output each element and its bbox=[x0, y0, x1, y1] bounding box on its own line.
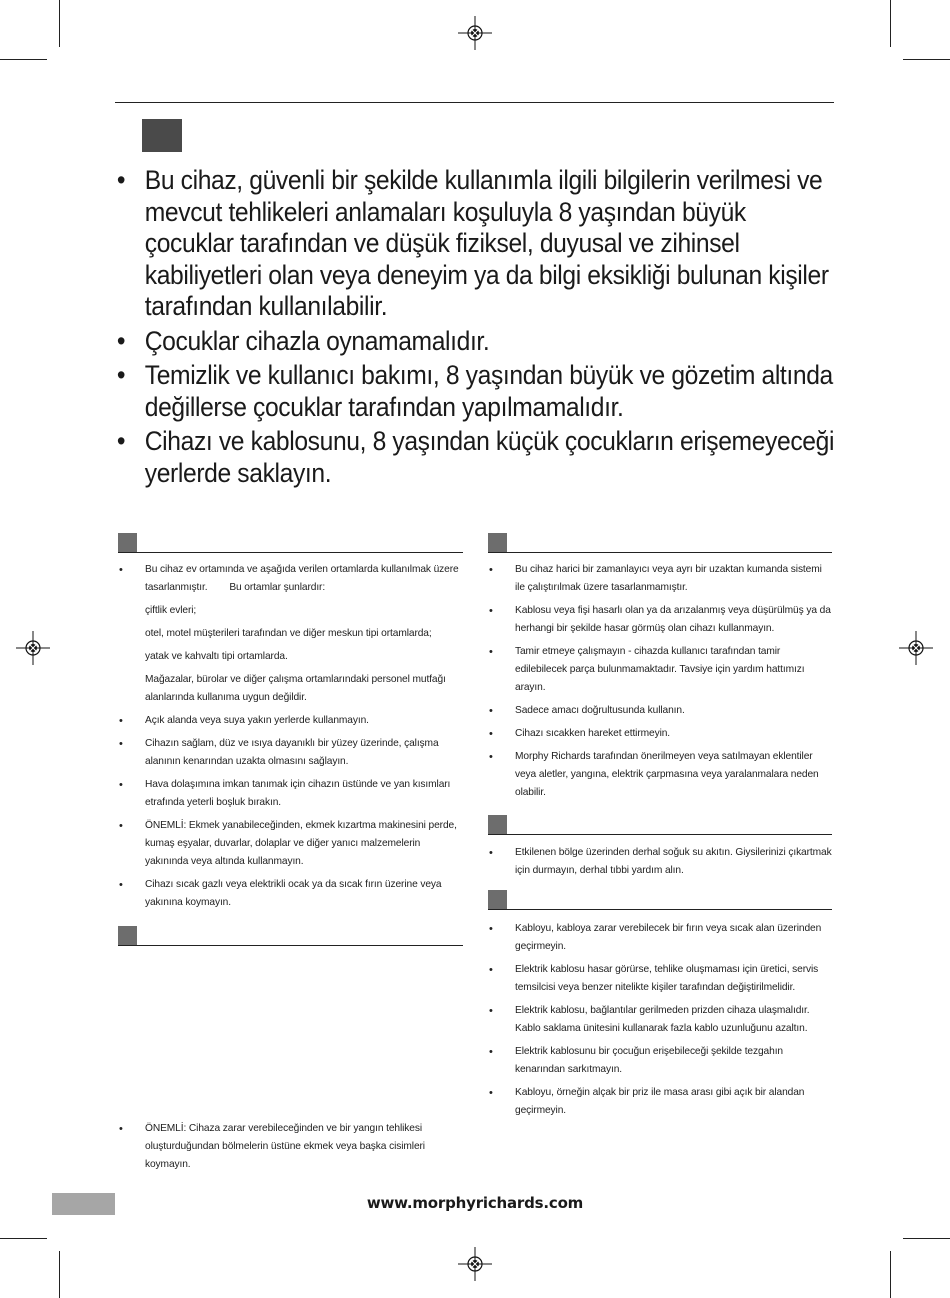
list-item bbox=[118, 671, 463, 707]
crop-mark bbox=[890, 1251, 891, 1298]
registration-mark-icon bbox=[458, 16, 492, 50]
list-item-text: ÖNEMLİ: Ekmek yanabileceğinden, ekmek kızartma makinesini perde, kumaş eşyalar, duvarlar, dolaplar ve diğer yanıcı malzemelerin yakınında veya altında kullanmayın. bbox=[145, 820, 457, 867]
list-item-text: Bu cihaz ev ortamında ve aşağıda verilen ortamlarda kullanılmak üzere tasarlanmıştır. Bu ortamlar şunlardır: bbox=[145, 564, 462, 593]
list-item bbox=[118, 876, 463, 912]
bullet-icon: • bbox=[489, 564, 493, 576]
section-marker bbox=[118, 926, 137, 946]
list-item bbox=[488, 1043, 832, 1079]
bullet-icon: • bbox=[116, 360, 126, 390]
section-header-right-2 bbox=[488, 815, 832, 835]
section-rule bbox=[118, 552, 463, 554]
header-rule bbox=[115, 102, 834, 103]
list-item bbox=[488, 702, 832, 720]
intro-bullet bbox=[115, 326, 836, 358]
list-item bbox=[488, 748, 832, 802]
list-item-text: Açık alanda veya suya yakın yerlerde kullanmayın. bbox=[145, 715, 369, 726]
intro-bullet bbox=[115, 426, 836, 489]
bullet-icon: • bbox=[119, 820, 123, 832]
bullet-icon: • bbox=[489, 646, 493, 658]
list-item-text: Morphy Richards tarafından önerilmeyen veya satılmayan eklentiler veya aletler, yangına, elektrik çarpmasına veya yaralanmalara neden olabilir. bbox=[515, 751, 819, 798]
section-marker bbox=[488, 533, 507, 553]
list-item bbox=[118, 602, 463, 620]
list-item bbox=[488, 643, 832, 697]
intro-bullet bbox=[115, 165, 836, 323]
bullet-icon: • bbox=[489, 728, 493, 740]
list-item-text: Cihazın sağlam, düz ve ısıya dayanıklı bir yüzey üzerinde, çalışma alanının kenarından uzakta olmasını sağlayın. bbox=[145, 738, 439, 767]
bullet-icon: • bbox=[489, 751, 493, 763]
list-item-text: Mağazalar, bürolar ve diğer çalışma ortamlarındaki personel mutfağı alanlarında kullanıma uygun değildir. bbox=[145, 674, 446, 703]
list-item bbox=[118, 1120, 463, 1174]
bullet-icon: • bbox=[489, 964, 493, 976]
list-item bbox=[488, 1084, 832, 1120]
section-header-right-3 bbox=[488, 890, 832, 910]
section-rule bbox=[488, 909, 832, 911]
bullet-icon: • bbox=[489, 605, 493, 617]
registration-mark-icon bbox=[16, 631, 50, 665]
list-item-text: Tamir etmeye çalışmayın - cihazda kullanıcı tarafından tamir edilebilecek parça bulunmamaktadır. Tavsiye için yardım hattımızı arayın. bbox=[515, 646, 805, 693]
footer-website: www.morphyrichards.com bbox=[366, 1194, 584, 1212]
bullet-icon: • bbox=[489, 923, 493, 935]
list-item bbox=[118, 648, 463, 666]
section-marker bbox=[118, 533, 137, 553]
section-header-right-1 bbox=[488, 533, 832, 553]
section-header-left-1 bbox=[118, 533, 463, 553]
list-item-text: Cihazı sıcakken hareket ettirmeyin. bbox=[515, 728, 671, 739]
right-section-1-list bbox=[488, 561, 832, 807]
bullet-icon: • bbox=[489, 847, 493, 859]
list-item-text: Kablosu veya fişi hasarlı olan ya da arızalanmış veya düşürülmüş ya da herhangi bir şekilde hasar görmüş olan cihazı kullanmayın. bbox=[515, 605, 831, 634]
intro-bullet-list bbox=[115, 165, 836, 492]
list-item-text: yatak ve kahvaltı tipi ortamlarda. bbox=[145, 651, 288, 662]
bullet-icon: • bbox=[489, 1046, 493, 1058]
right-section-2-list bbox=[488, 844, 832, 885]
intro-bullet-text: Cihazı ve kablosunu, 8 yaşından küçük çocukların erişemeyeceği yerlerde saklayın. bbox=[144, 426, 835, 488]
crop-mark bbox=[903, 59, 950, 60]
list-item bbox=[488, 844, 832, 880]
section-header-left-2 bbox=[118, 926, 463, 946]
list-item bbox=[118, 625, 463, 643]
list-item bbox=[488, 1002, 832, 1038]
left-section-1-list bbox=[118, 561, 463, 917]
section-rule bbox=[488, 552, 832, 554]
list-item bbox=[488, 602, 832, 638]
list-item bbox=[488, 920, 832, 956]
list-item-text: Sadece amacı doğrultusunda kullanın. bbox=[515, 705, 685, 716]
list-item-text: Kabloyu, örneğin alçak bir priz ile masa arası gibi açık bir alandan geçirmeyin. bbox=[515, 1087, 805, 1116]
section-marker bbox=[488, 890, 507, 910]
list-item-text: Kabloyu, kabloya zarar verebilecek bir fırın veya sıcak alan üzerinden geçirmeyin. bbox=[515, 923, 822, 952]
list-item-text: otel, motel müşterileri tarafından ve diğer meskun tipi ortamlarda; bbox=[145, 628, 432, 639]
list-item bbox=[118, 561, 463, 597]
crop-mark bbox=[59, 1251, 60, 1298]
bullet-icon: • bbox=[116, 325, 126, 356]
list-item-text: ÖNEMLİ: Cihaza zarar verebileceğinden ve bir yangın tehlikesi oluşturduğundan bölmelerin üstüne ekmek veya başka cisimleri koymayın. bbox=[145, 1123, 425, 1170]
intro-bullet bbox=[115, 360, 836, 423]
crop-mark bbox=[0, 59, 47, 60]
list-item-text: Cihazı sıcak gazlı veya elektrikli ocak ya da sıcak fırın üzerine veya yakınına koymayın. bbox=[145, 879, 442, 908]
section-rule bbox=[488, 834, 832, 836]
bullet-icon: • bbox=[119, 715, 123, 727]
list-item bbox=[488, 961, 832, 997]
crop-mark bbox=[890, 0, 891, 47]
bullet-icon: • bbox=[489, 705, 493, 717]
list-item bbox=[118, 712, 463, 730]
crop-mark bbox=[59, 0, 60, 47]
list-item bbox=[488, 561, 832, 597]
crop-mark bbox=[903, 1238, 950, 1239]
list-item-text: Elektrik kablosu, bağlantılar gerilmeden prizden cihaza ulaşmalıdır. Kablo saklama ünitesini kullanarak fazla kablo uzunluğunu azaltın. bbox=[515, 1005, 810, 1034]
bullet-icon: • bbox=[489, 1087, 493, 1099]
list-item-text: Elektrik kablosunu bir çocuğun erişebileceği şekilde tezgahın kenarından sarkıtmayın. bbox=[515, 1046, 783, 1075]
bullet-icon: • bbox=[119, 779, 123, 791]
left-section-2-list bbox=[118, 1120, 463, 1179]
list-item bbox=[118, 735, 463, 771]
crop-mark bbox=[0, 1238, 47, 1239]
intro-bullet-text: Çocuklar cihazla oynamamalıdır. bbox=[144, 325, 490, 356]
list-item-text: Bu cihaz harici bir zamanlayıcı veya ayrı bir uzaktan kumanda sistemi ile çalıştırılmak üzere tasarlanmamıştır. bbox=[515, 564, 822, 593]
bullet-icon: • bbox=[119, 1123, 123, 1135]
list-item-text: Elektrik kablosu hasar görürse, tehlike oluşmaması için üretici, servis temsilcisi veya benzer nitelikte kişiler tarafından değiştirilmelidir. bbox=[515, 964, 819, 993]
list-item-text: Etkilenen bölge üzerinden derhal soğuk su akıtın. Giysilerinizi çıkartmak için durmayın, derhal tıbbi yardım alın. bbox=[515, 847, 832, 876]
intro-bullet-text: Temizlik ve kullanıcı bakımı, 8 yaşından büyük ve gözetim altında değillerse çocuklar tarafından yapılmamalıdır. bbox=[144, 360, 833, 422]
language-tab bbox=[142, 119, 182, 152]
section-marker bbox=[488, 815, 507, 835]
bullet-icon: • bbox=[116, 165, 126, 195]
bullet-icon: • bbox=[116, 426, 126, 456]
bullet-icon: • bbox=[119, 879, 123, 891]
section-rule bbox=[118, 945, 463, 947]
list-item bbox=[118, 776, 463, 812]
registration-mark-icon bbox=[458, 1247, 492, 1281]
bullet-icon: • bbox=[119, 738, 123, 750]
list-item bbox=[118, 817, 463, 871]
registration-mark-icon bbox=[899, 631, 933, 665]
list-item-text: Hava dolaşımına imkan tanımak için cihazın üstünde ve yan kısımları etrafında yeterli boşluk bırakın. bbox=[145, 779, 451, 808]
intro-bullet-text: Bu cihaz, güvenli bir şekilde kullanımla ilgili bilgilerin verilmesi ve mevcut tehlikeleri anlamaları koşuluyla 8 yaşından büyük çocuklar tarafından ve düşük fiziksel, duyusal ve zihinsel kabiliyetleri olan veya deneyim ya da bilgi eksikliği bulunan kişiler tarafından kullanılabilir. bbox=[144, 165, 829, 321]
list-item-text: çiftlik evleri; bbox=[145, 605, 197, 616]
bullet-icon: • bbox=[489, 1005, 493, 1017]
right-section-3-list bbox=[488, 920, 832, 1125]
bullet-icon: • bbox=[119, 564, 123, 576]
list-item bbox=[488, 725, 832, 743]
